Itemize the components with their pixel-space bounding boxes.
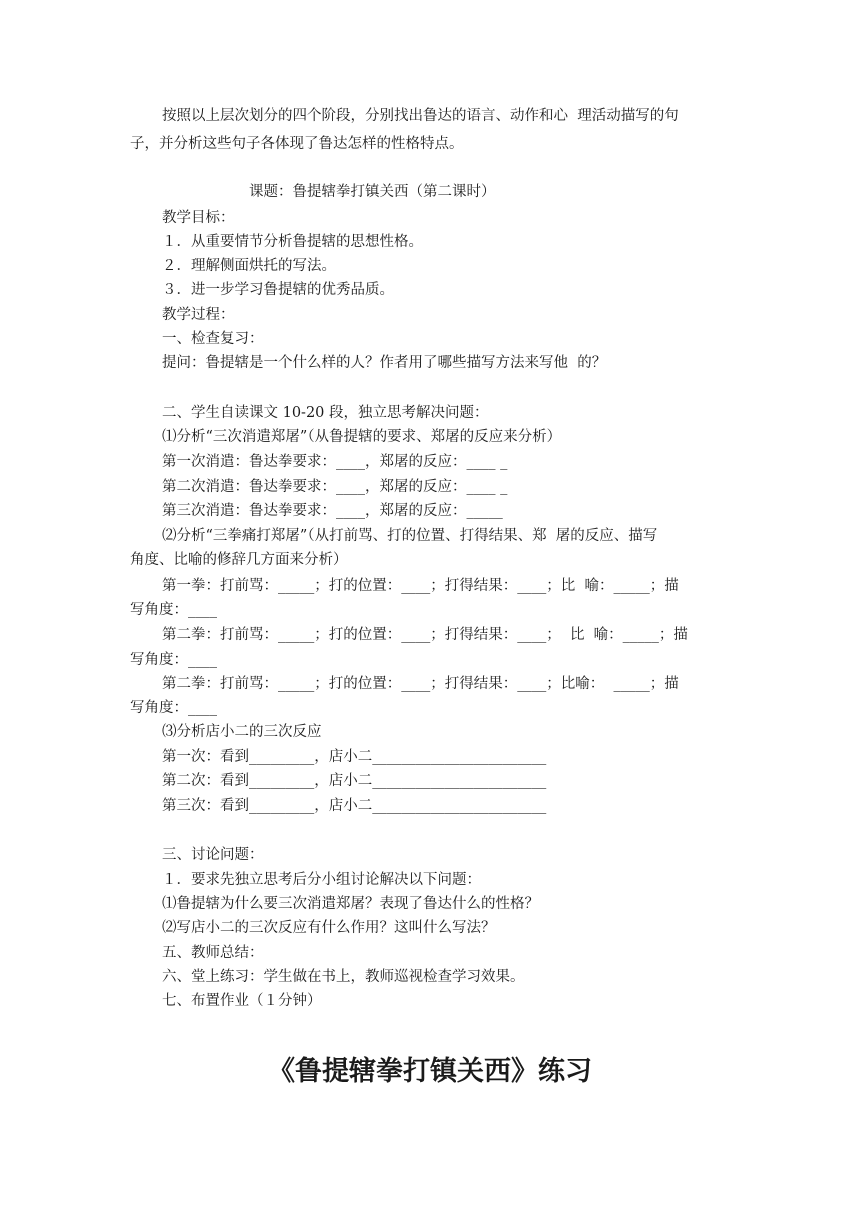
analysis1-line: 第二次消遣：鲁达拳要求：____，郑屠的反应：____ _ bbox=[162, 479, 508, 495]
review-heading: 一、检查复习： bbox=[162, 331, 264, 347]
analysis1-heading: ⑴分析“三次消遣郑屠”（从鲁提辖的要求、郑屠的反应来分析） bbox=[162, 429, 562, 445]
punch-line: 第一拳：打前骂：_____；打的位置：____；打得结果：____；比 喻：_____；描 bbox=[162, 578, 679, 594]
punch-line: 第二拳：打前骂：_____；打的位置：____；打得结果：____；比喻： _____；描 bbox=[162, 676, 679, 692]
process-heading: 教学过程： bbox=[162, 307, 235, 323]
punch-line-cont: 写角度：____ bbox=[130, 652, 217, 668]
punch-line-cont: 写角度：____ bbox=[130, 602, 217, 618]
objective-item: ２．理解侧面烘托的写法。 bbox=[162, 258, 336, 274]
objective-item: ３．进一步学习鲁提辖的优秀品质。 bbox=[162, 282, 394, 298]
objectives-heading: 教学目标： bbox=[162, 210, 235, 226]
analysis3-line: 第二次：看到_________，店小二________________________ bbox=[162, 773, 547, 789]
homework-line: 七、布置作业（１分钟） bbox=[162, 993, 322, 1009]
objective-item: １．从重要情节分析鲁提辖的思想性格。 bbox=[162, 234, 423, 250]
intro-line-1: 按照以上层次划分的四个阶段，分别找出鲁达的语言、动作和心 理活动描写的句 bbox=[162, 108, 679, 124]
review-question: 提问：鲁提辖是一个什么样的人？作者用了哪些描写方法来写他 的？ bbox=[162, 355, 607, 371]
practice-line: 六、堂上练习：学生做在书上，教师巡视检查学习效果。 bbox=[162, 969, 525, 985]
analysis1-line: 第一次消遣：鲁达拳要求：____，郑屠的反应：____ _ bbox=[162, 454, 508, 470]
analysis3-heading: ⑶分析店小二的三次反应 bbox=[162, 724, 322, 740]
discussion-line: １．要求先独立思考后分小组讨论解决以下问题： bbox=[162, 872, 481, 888]
punch-line-cont: 写角度：____ bbox=[130, 700, 217, 716]
analysis1-line: 第三次消遣：鲁达拳要求：____，郑屠的反应：_____ bbox=[162, 503, 503, 519]
summary-heading: 五、教师总结： bbox=[162, 945, 264, 961]
discussion-line: ⑴鲁提辖为什么要三次消遣郑屠？表现了鲁达什么的性格？ bbox=[162, 896, 539, 912]
discussion-line: ⑵写店小二的三次反应有什么作用？这叫什么写法？ bbox=[162, 920, 496, 936]
analysis2-heading-cont: 角度、比喻的修辞几方面来分析） bbox=[130, 552, 348, 568]
self-study-heading: 二、学生自读课文 10-20 段，独立思考解决问题： bbox=[162, 405, 489, 421]
intro-line-2: 子，并分析这些句子各体现了鲁达怎样的性格特点。 bbox=[130, 136, 464, 152]
punch-line: 第二拳：打前骂：_____；打的位置：____；打得结果：____； 比 喻：_____；描 bbox=[162, 627, 688, 643]
analysis3-line: 第三次：看到_________，店小二________________________ bbox=[162, 798, 547, 814]
exercise-title: 《鲁提辖拳打镇关西》练习 bbox=[268, 1056, 592, 1087]
lesson-title: 课题：鲁提辖拳打镇关西（第二课时） bbox=[249, 184, 496, 200]
discussion-heading: 三、讨论问题： bbox=[162, 847, 264, 863]
analysis2-heading: ⑵分析“三拳痛打郑屠”（从打前骂、打的位置、打得结果、郑 屠的反应、描写 bbox=[162, 528, 658, 544]
analysis3-line: 第一次：看到_________，店小二________________________ bbox=[162, 749, 547, 765]
